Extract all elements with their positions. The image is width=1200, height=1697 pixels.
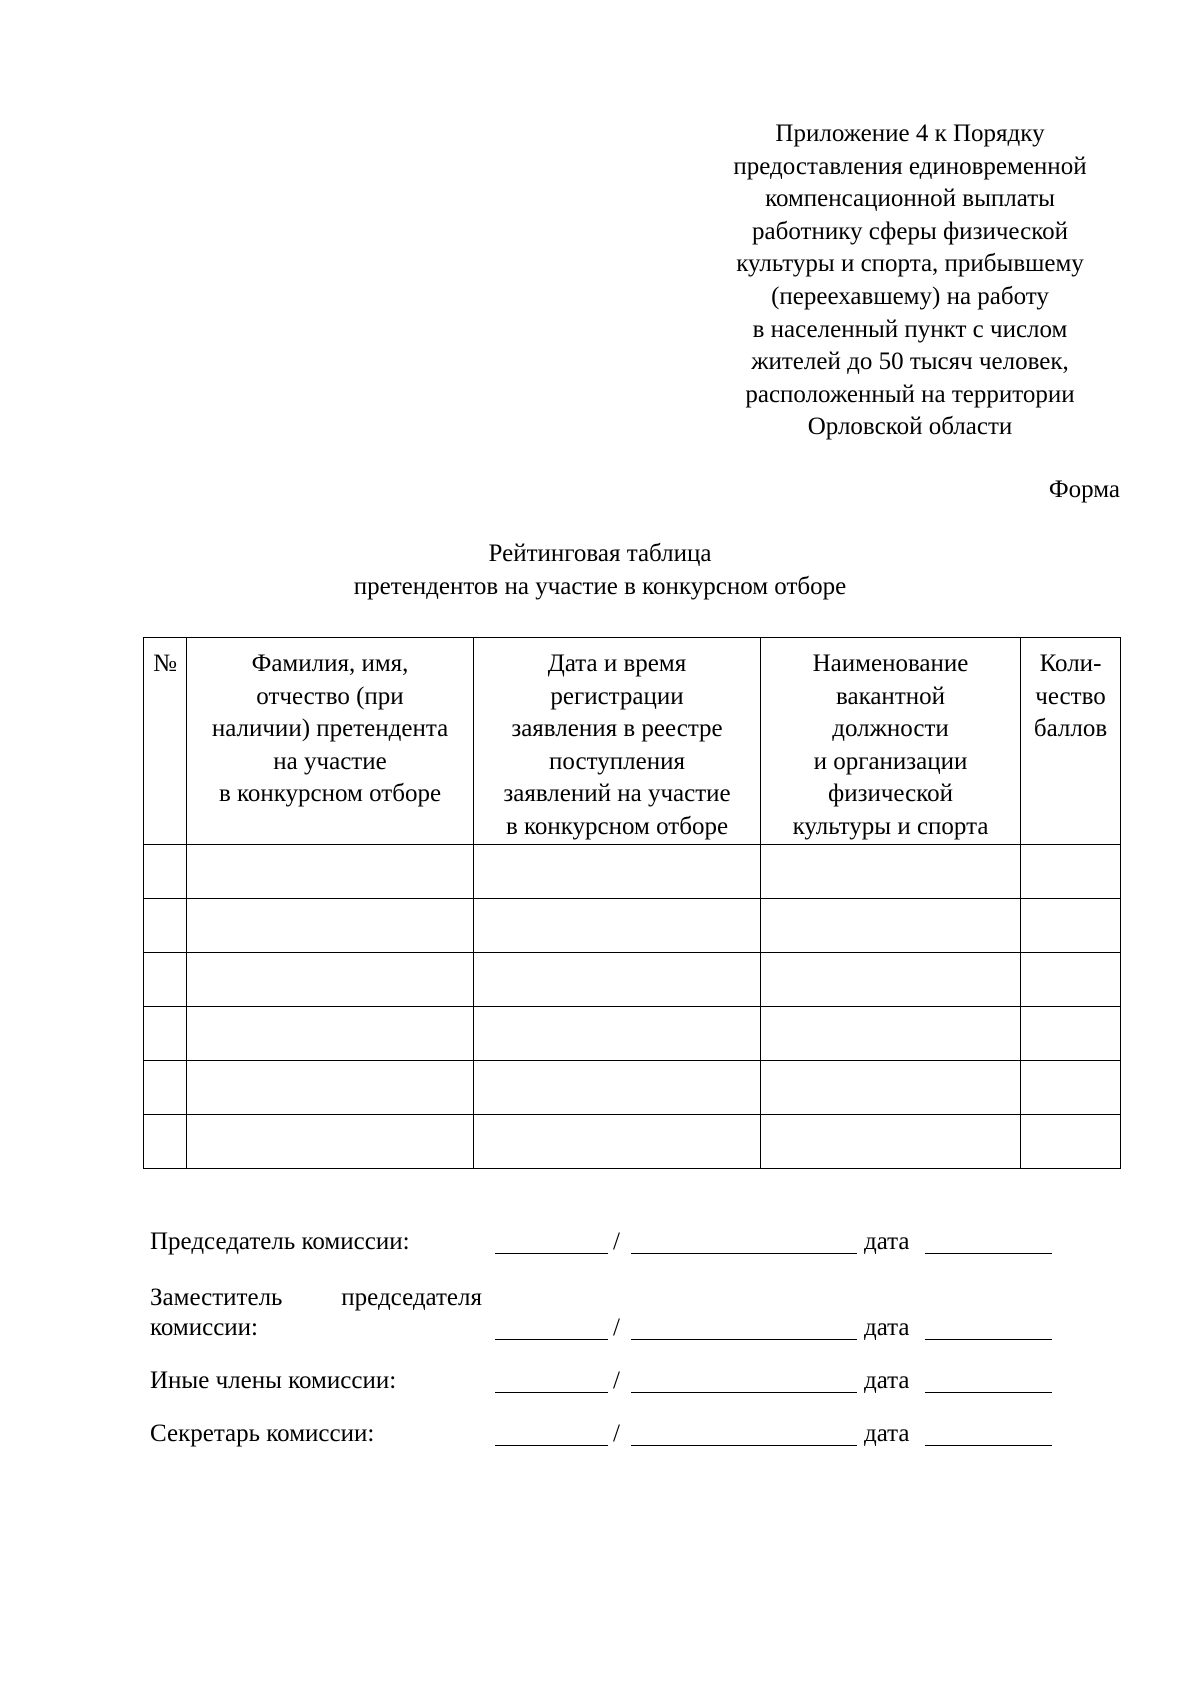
cell-number[interactable]: [144, 898, 187, 952]
signature-field[interactable]: [495, 1312, 608, 1340]
cell-full-name[interactable]: [187, 1006, 474, 1060]
members-label: Иные члены комиссии:: [150, 1367, 397, 1394]
date-label: дата: [864, 1420, 910, 1447]
cell-number[interactable]: [144, 1060, 187, 1114]
appendix-line: компенсационной выплаты: [765, 185, 1055, 213]
signature-field[interactable]: [495, 1226, 608, 1254]
table-row: [144, 1060, 1121, 1114]
cell-vacancy-organization[interactable]: [761, 1006, 1021, 1060]
cell-number[interactable]: [144, 1114, 187, 1168]
secretary-label: Секретарь комиссии:: [150, 1420, 375, 1447]
signature-field[interactable]: [495, 1365, 608, 1393]
date-label: дата: [864, 1228, 910, 1255]
name-field[interactable]: [631, 1418, 857, 1446]
date-label: дата: [864, 1367, 910, 1394]
slash-separator: /: [613, 1367, 620, 1394]
cell-points[interactable]: [1021, 898, 1121, 952]
slash-separator: /: [613, 1314, 620, 1341]
deputy-label-line1: Заместитель председателя: [150, 1284, 482, 1311]
cell-full-name[interactable]: [187, 844, 474, 898]
header-vacancy-organization: Наименование вакантной должности и организации физической культуры и спорта: [761, 638, 1021, 845]
cell-registration-datetime[interactable]: [474, 1060, 761, 1114]
header-number: №: [144, 638, 187, 845]
table-row: [144, 898, 1121, 952]
cell-vacancy-organization[interactable]: [761, 844, 1021, 898]
form-label: Форма: [1048, 476, 1120, 503]
slash-separator: /: [613, 1228, 620, 1255]
appendix-line: Орловской области: [807, 413, 1013, 441]
table-row: [144, 844, 1121, 898]
signature-field[interactable]: [495, 1418, 608, 1446]
name-field[interactable]: [631, 1226, 857, 1254]
cell-full-name[interactable]: [187, 1114, 474, 1168]
appendix-line: работнику сферы физической: [752, 217, 1068, 245]
cell-vacancy-organization[interactable]: [761, 1114, 1021, 1168]
cell-points[interactable]: [1021, 1060, 1121, 1114]
date-field[interactable]: [925, 1418, 1052, 1446]
rating-table: [143, 637, 1121, 1169]
slash-separator: /: [613, 1420, 620, 1447]
appendix-line: культуры и спорта, прибывшему: [736, 250, 1084, 278]
chairman-label: Председатель комиссии:: [150, 1228, 410, 1255]
cell-registration-datetime[interactable]: [474, 844, 761, 898]
document-title: [0, 538, 1200, 603]
date-field[interactable]: [925, 1365, 1052, 1393]
cell-points[interactable]: [1021, 1006, 1121, 1060]
appendix-line: в населенный пункт с числом: [752, 315, 1068, 343]
cell-registration-datetime[interactable]: [474, 1006, 761, 1060]
header-full-name: Фамилия, имя, отчество (при наличии) претендента на участие в конкурсном отборе: [187, 638, 474, 845]
appendix-line: расположенный на территории: [745, 380, 1075, 408]
cell-number[interactable]: [144, 844, 187, 898]
table-row: [144, 1006, 1121, 1060]
title-line-1: Рейтинговая таблица: [488, 540, 712, 567]
cell-points[interactable]: [1021, 1114, 1121, 1168]
name-field[interactable]: [631, 1312, 857, 1340]
table-header-row: [144, 638, 1121, 845]
header-points: Коли- чество баллов: [1021, 638, 1121, 845]
cell-vacancy-organization[interactable]: [761, 1060, 1021, 1114]
appendix-line: (переехавшему) на работу: [771, 282, 1049, 310]
cell-registration-datetime[interactable]: [474, 1114, 761, 1168]
cell-registration-datetime[interactable]: [474, 898, 761, 952]
cell-registration-datetime[interactable]: [474, 952, 761, 1006]
date-label: дата: [864, 1314, 910, 1341]
date-field[interactable]: [925, 1226, 1052, 1254]
appendix-line: жителей до 50 тысяч человек,: [751, 348, 1069, 376]
cell-number[interactable]: [144, 952, 187, 1006]
cell-points[interactable]: [1021, 952, 1121, 1006]
cell-vacancy-organization[interactable]: [761, 952, 1021, 1006]
appendix-line: предоставления единовременной: [733, 152, 1087, 180]
appendix-header: [700, 118, 1120, 444]
title-line-2: претендентов на участие в конкурсном отборе: [353, 572, 847, 600]
cell-full-name[interactable]: [187, 898, 474, 952]
cell-vacancy-organization[interactable]: [761, 898, 1021, 952]
appendix-line: Приложение 4 к Порядку: [775, 120, 1045, 147]
cell-full-name[interactable]: [187, 1060, 474, 1114]
cell-full-name[interactable]: [187, 952, 474, 1006]
cell-points[interactable]: [1021, 844, 1121, 898]
name-field[interactable]: [631, 1365, 857, 1393]
table-row: [144, 1114, 1121, 1168]
date-field[interactable]: [925, 1312, 1052, 1340]
deputy-label-line2: комиссии:: [150, 1314, 258, 1341]
cell-number[interactable]: [144, 1006, 187, 1060]
table-row: [144, 952, 1121, 1006]
header-registration-datetime: Дата и время регистрации заявления в реестре поступления заявлений на участие в конкурсном отборе: [474, 638, 761, 845]
